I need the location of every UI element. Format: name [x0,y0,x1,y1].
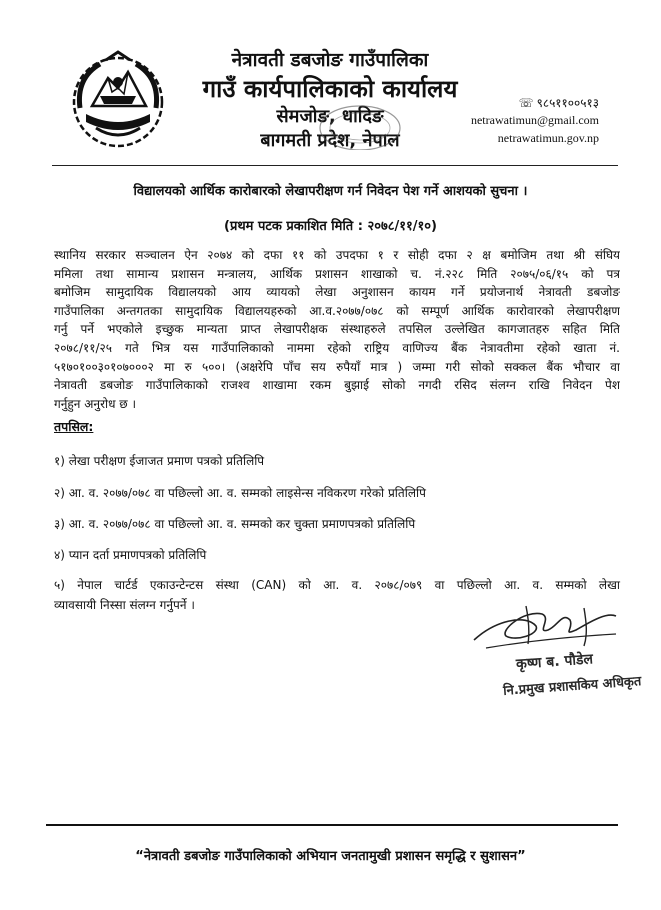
notice-body [54,246,620,413]
office-stamp-mark [312,94,408,150]
list-item: २) आ. व. २०७७/०७८ वा पछिल्लो आ. व. सम्मको लाइसेन्स नविकरण गरेको प्रतिलिपि [54,486,426,500]
email-address[interactable]: netrawatimun@gmail.com [470,113,599,127]
body-line: गर्नु पर्ने भएकोले इच्छुक मान्यता प्राप्त लेखापरीक्षक संस्थाहरुले तपसिल उल्लेखित कागजातहरु सहित मिति [54,322,620,337]
list-item: ५) नेपाल चार्टर्ड एकाउन्टेन्टस संस्था (CAN) को आ. व. २०७८/०७९ वा पछिल्लो आ. व. सम्मको लेखा [54,578,620,592]
signature-scribble [466,600,626,660]
notice-publish-date: (प्रथम पटक प्रकाशित मिति : २०७८/११/१०) [224,219,437,234]
office-province: बागमती प्रदेश, नेपाल [260,130,400,151]
body-line: ५१७०१००३०१०७०००२ मा रु ५००। (अक्षरेपि पाँच सय रुपैयाँ मात्र ) जम्मा गरी सोको सक्कल बैंक भौचार वा [54,359,620,374]
footer-slogan: “नेत्रावती डबजोङ गाउँपालिकाको अभियान जनतामुखी प्रशासन समृद्धि र सुशासन” [135,849,526,864]
office-address: सेमजोङ, धादिङ [276,106,384,127]
signer-designation: नि.प्रमुख प्रशासकिय अधिकृत [502,674,642,699]
footer-divider [46,824,618,826]
body-line: गाउँपालिका अन्तगतका सामुदायिक विद्यालयहरुको आ.व.२०७७/०७८ को सम्पूर्ण आर्थिक कारोवारको लेखापरीक्षण [54,303,620,318]
body-line: नेत्रावती डबजोङ गाउँपालिकाको राजश्व शाखामा रकम बुझाई सोको नगदी रसिद संलग्न राखि निवेदन पेश [54,378,620,393]
phone-number: ☏ ९८५११००५१३ [518,96,599,110]
body-line: ममिला तथा सामान्य प्रशासन मन्त्रालय, आर्थिक प्रशासन शाखाको च. नं.२२८ मिति २०७५/०६/१५ को पत्र [54,266,620,281]
municipality-name: नेत्रावती डबजोङ गाउँपालिका [231,49,429,71]
body-line: बमोजिम सामुदायिक विद्यालयको आय व्यायको लेखा अनुशासन कायम गर्ने प्रयोजनार्थ नेत्रावती डबजोङ [54,285,620,300]
list-item-continuation: व्यावसायी निस्सा संलग्न गर्नुपर्ने । [54,598,195,612]
list-item: ४) प्यान दर्ता प्रमाणपत्रको प्रतिलिपि [54,548,207,562]
office-name: गाउँ कार्यपालिकाको कार्यालय [202,75,458,103]
website-link[interactable]: netrawatimun.gov.np [497,131,599,145]
list-item: १) लेखा परीक्षण ईजाजत प्रमाण पत्रको प्रतिलिपि [54,454,265,468]
list-item: ३) आ. व. २०७७/०७८ वा पछिल्लो आ. व. सम्मको कर चुक्ता प्रमाणपत्रको प्रतिलिपि [54,517,416,531]
body-line: २०७८/११/२५ गते भित्र यस गाउँपालिकाको नाममा रहेको राष्ट्रिय वाणिज्य बैंक नेत्रावतीमा रहेको खाता नं. [54,340,620,355]
body-line: गर्नुहुन अनुरोध छ । [54,396,137,411]
tapasil-heading: तपसिल: [54,419,94,434]
signer-name: कृष्ण ब. पौडेल [515,651,594,673]
body-line: स्थानिय सरकार सञ्चालन ऐन २०७४ को दफा ११ को उपदफा १ र सोही दफा २ क्ष बमोजिम तथा श्री संघिय [54,248,620,262]
notice-title: विद्यालयको आर्थिक कारोबारको लेखापरीक्षण गर्न निवेदन पेश गर्ने आशयको सुचना । [133,184,528,199]
header-divider [52,165,618,166]
